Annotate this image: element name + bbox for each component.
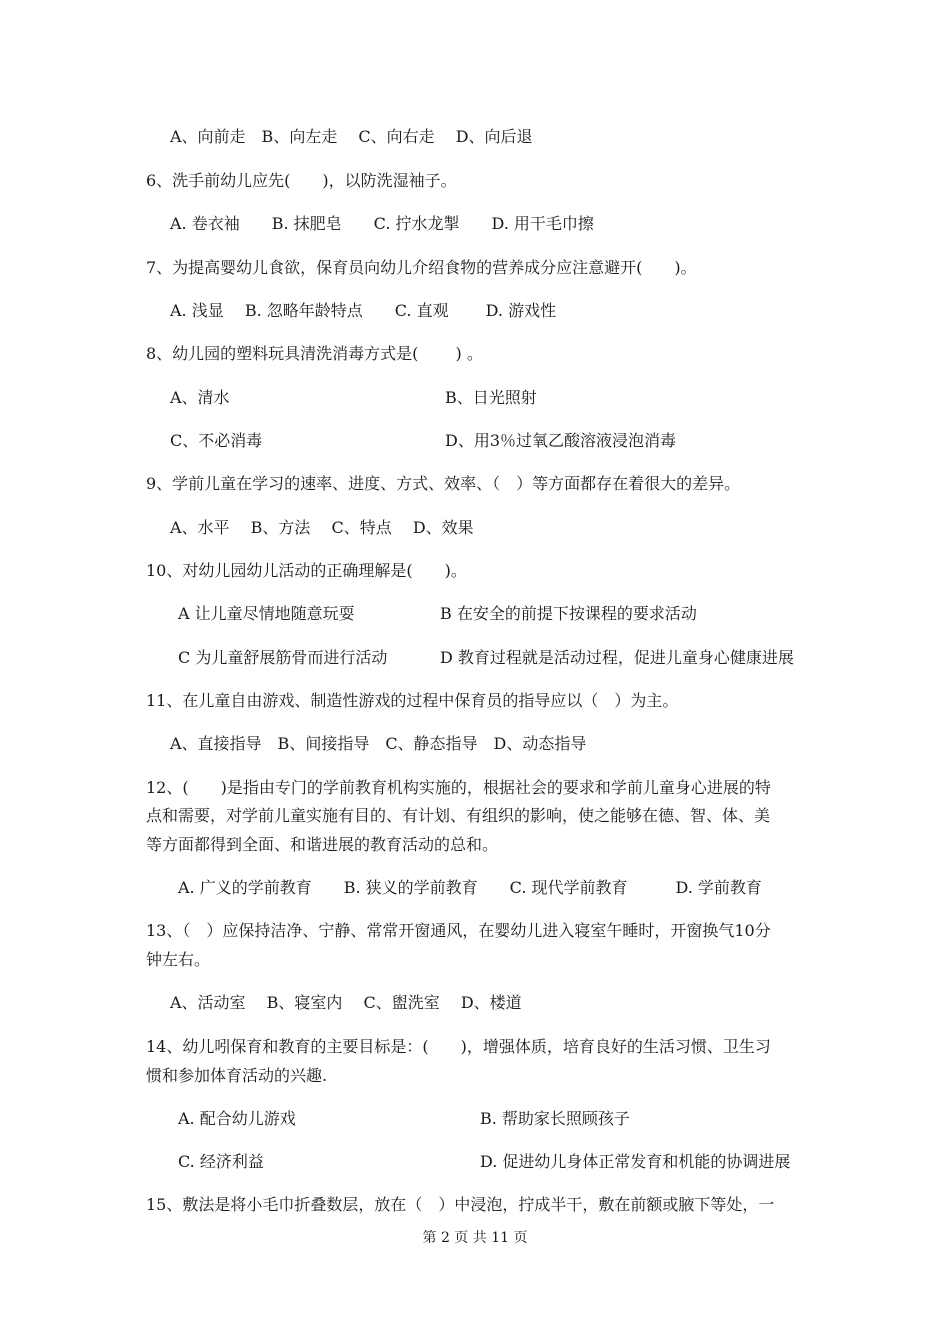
- q12-options: A. 广义的学前教育 B. 狭义的学前教育 C. 现代学前教育 D. 学前教育: [178, 878, 762, 897]
- q7-stem: 7、为提高婴幼儿食欲，保育员向幼儿介绍食物的营养成分应注意避开( )。: [146, 258, 697, 277]
- q5-options: A、向前走 B、向左走 C、向右走 D、向后退: [170, 127, 533, 146]
- q10-stem: 10、对幼儿园幼儿活动的正确理解是( )。: [146, 561, 467, 580]
- q12-stem-line2: 点和需要，对学前儿童实施有目的、有计划、有组织的影响，使之能够在德、智、体、美: [146, 806, 771, 825]
- q8-option-b: B、日光照射: [445, 388, 537, 407]
- q14-stem-line2: 惯和参加体育活动的兴趣.: [146, 1066, 328, 1085]
- q13-options: A、活动室 B、寝室内 C、盥洗室 D、楼道: [170, 993, 522, 1012]
- q14-stem-line1: 14、幼儿吲保育和教育的主要目标是：( )，增强体质，培育良好的生活习惯、卫生习: [146, 1037, 771, 1056]
- q11-options: A、直接指导 B、间接指导 C、静态指导 D、动态指导: [170, 734, 587, 753]
- q13-stem-line2: 钟左右。: [146, 950, 211, 969]
- q7-options: A. 浅显 B. 忽略年龄特点 C. 直观 D. 游戏性: [170, 301, 557, 320]
- q14-option-b: B. 帮助家长照顾孩子: [480, 1109, 630, 1128]
- q14-option-c: C. 经济利益: [178, 1152, 264, 1171]
- q12-stem-line1: 12、( )是指由专门的学前教育机构实施的，根据社会的要求和学前儿童身心进展的特: [146, 778, 771, 797]
- q9-options: A、水平 B、方法 C、特点 D、效果: [170, 518, 474, 537]
- q10-option-a: A 让儿童尽情地随意玩耍: [178, 604, 355, 623]
- q10-option-b: B 在安全的前提下按课程的要求活动: [440, 604, 697, 623]
- q8-option-a: A、清水: [170, 388, 230, 407]
- q8-stem: 8、幼儿园的塑料玩具清洗消毒方式是( ) 。: [146, 344, 483, 363]
- q11-stem: 11、在儿童自由游戏、制造性游戏的过程中保育员的指导应以（ ）为主。: [146, 691, 679, 710]
- q8-option-c: C、不必消毒: [170, 431, 263, 450]
- q12-stem-line3: 等方面都得到全面、和谐进展的教育活动的总和。: [146, 835, 499, 854]
- q15-stem-line1: 15、敷法是将小毛巾折叠数层，放在（ ）中浸泡，拧成半干，敷在前额或腋下等处，一: [146, 1195, 775, 1214]
- q9-stem: 9、学前儿童在学习的速率、进度、方式、效率、（ ）等方面都存在着很大的差异。: [146, 474, 741, 493]
- q13-stem-line1: 13、（ ）应保持洁净、宁静、常常开窗通风，在婴幼儿进入寝室午睡时，开窗换气10分: [146, 921, 771, 940]
- q6-stem: 6、洗手前幼儿应先( )，以防洗湿袖子。: [146, 171, 457, 190]
- q10-option-d: D 教育过程就是活动过程，促进儿童身心健康进展: [440, 648, 794, 667]
- q14-option-a: A. 配合幼儿游戏: [178, 1109, 296, 1128]
- q14-option-d: D. 促进幼儿身体正常发育和机能的协调进展: [480, 1152, 791, 1171]
- q8-option-d: D、用3％过氧乙酸溶液浸泡消毒: [445, 431, 677, 450]
- q10-option-c: C 为儿童舒展筋骨而进行活动: [178, 648, 388, 667]
- page-footer: 第 2 页 共 11 页: [422, 1230, 528, 1246]
- q6-options: A. 卷衣袖 B. 抹肥皂 C. 拧水龙掣 D. 用干毛巾擦: [170, 214, 594, 233]
